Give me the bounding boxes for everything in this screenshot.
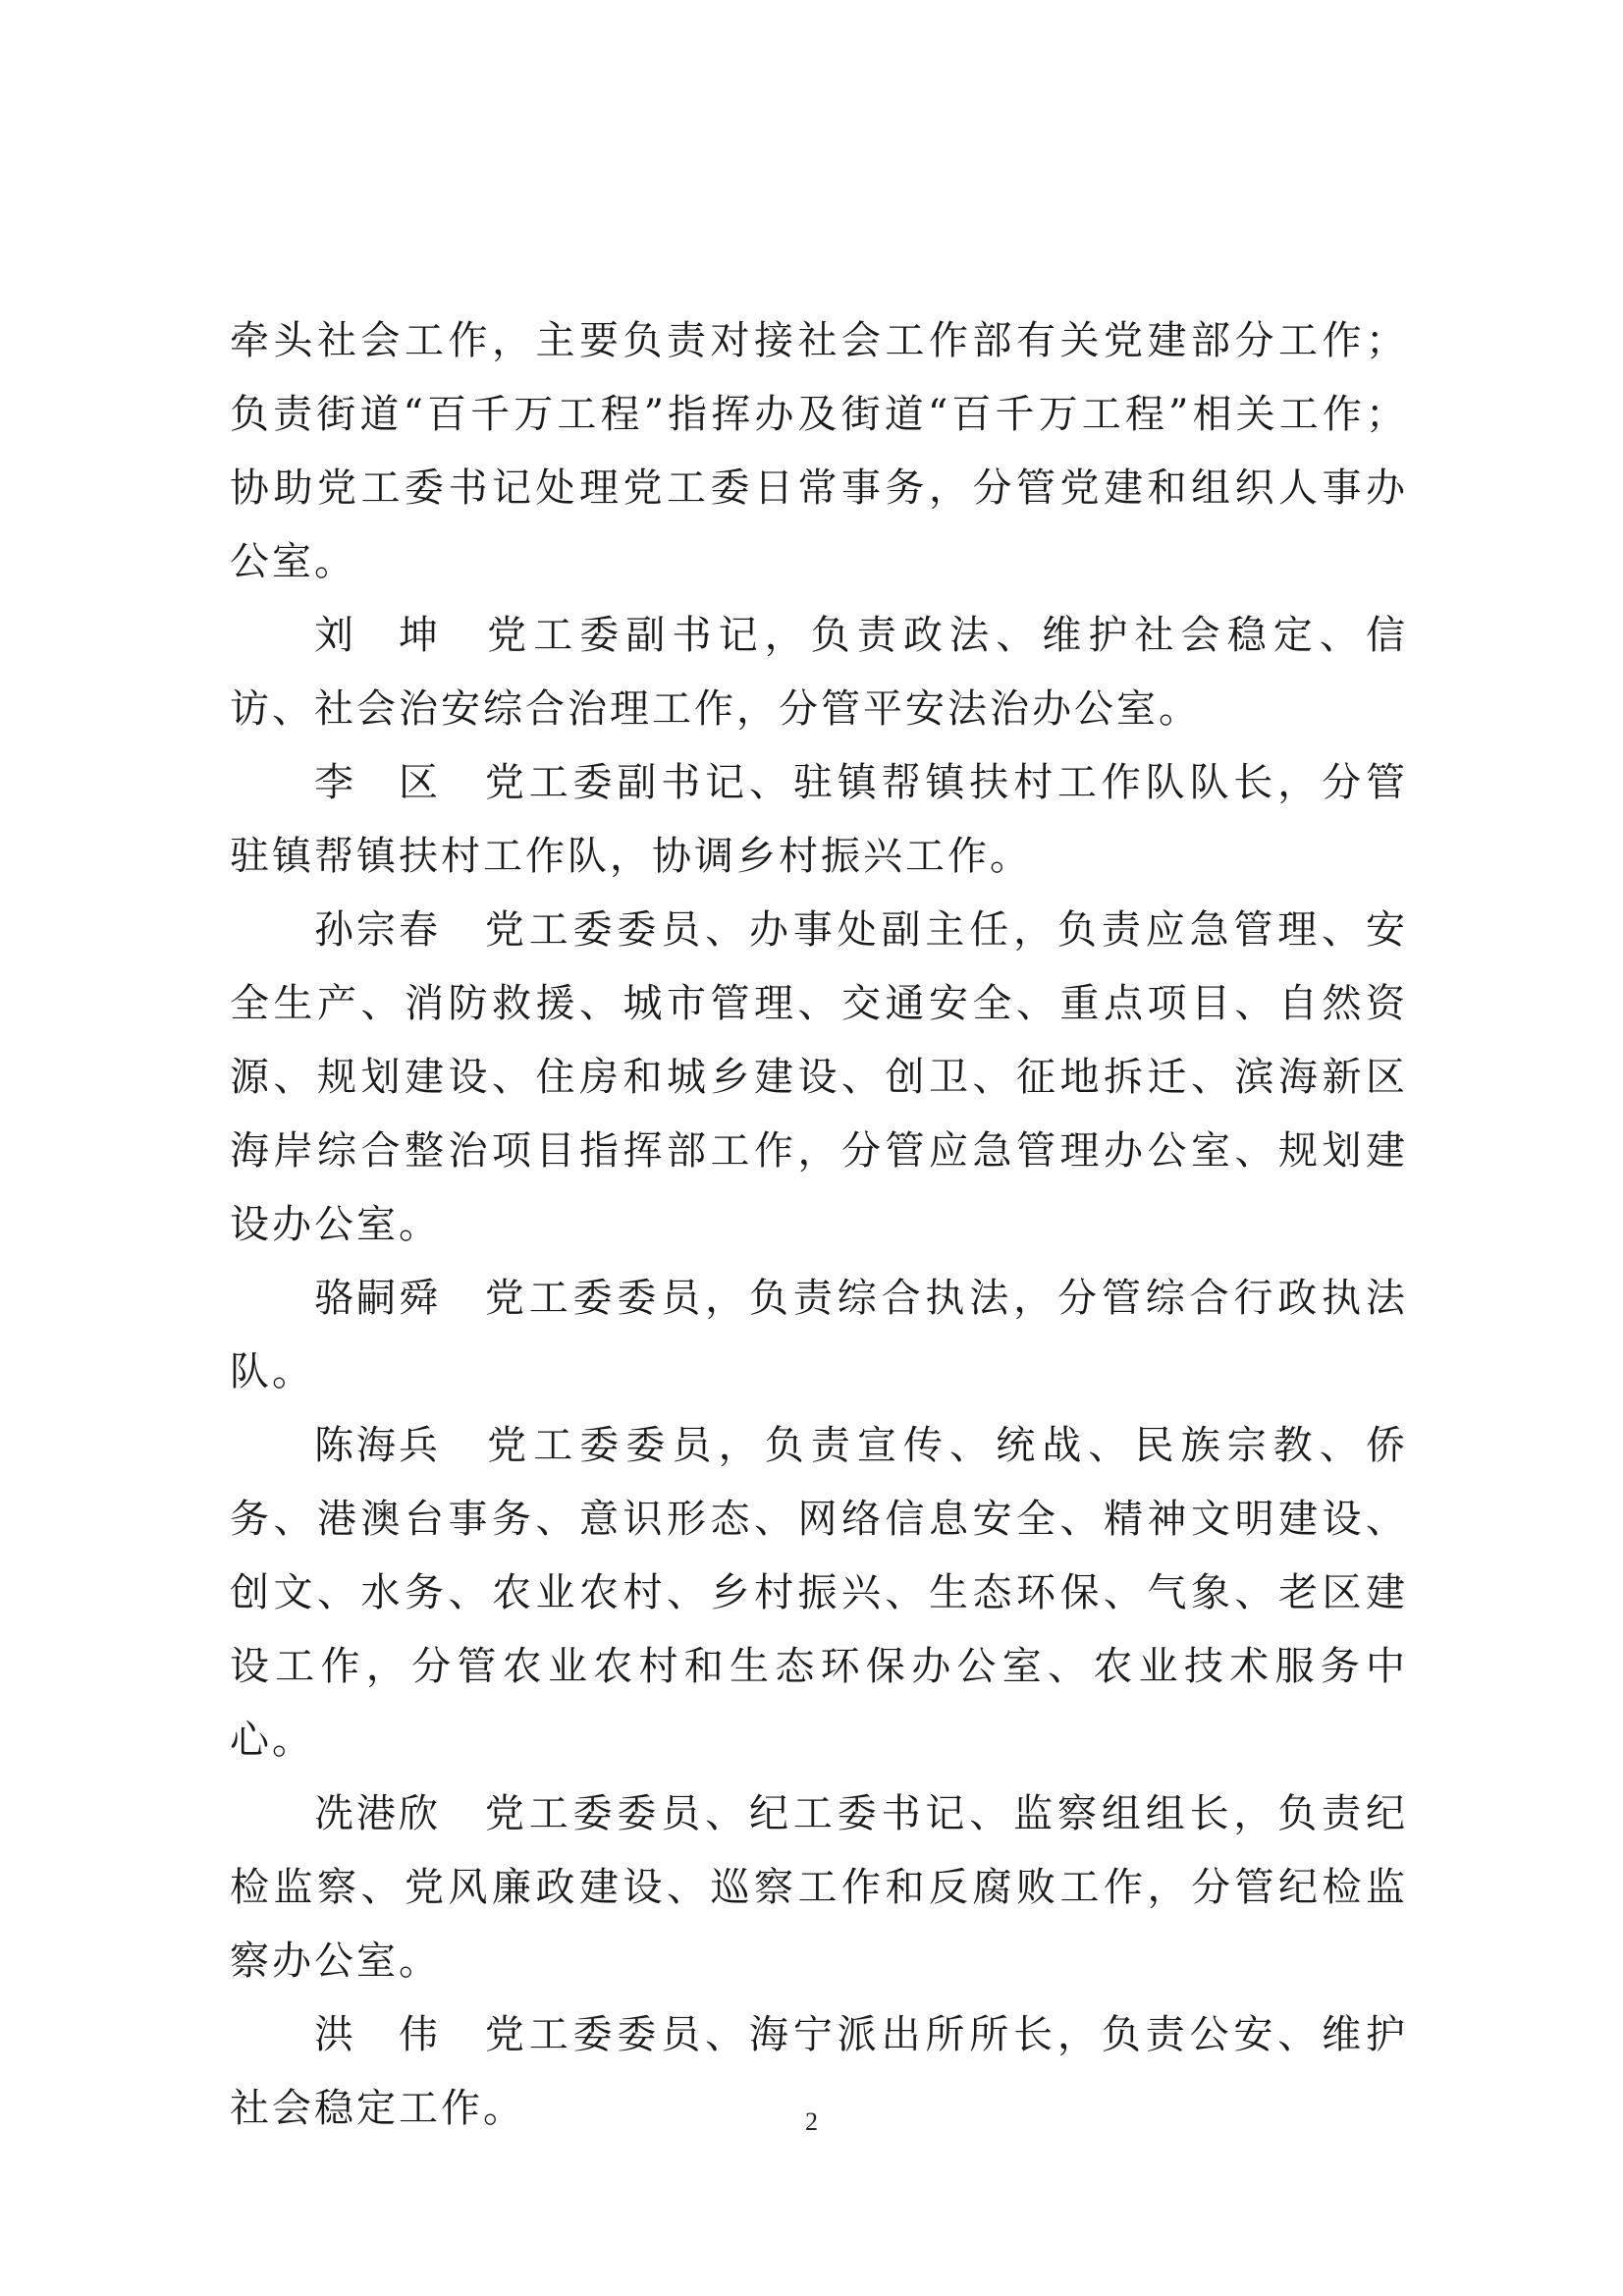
paragraph-text: 党工委委员，负责综合执法，分管综合行政执法队。 [230, 1276, 1408, 1394]
paragraph-text: 党工委委员、办事处副主任，负责应急管理、安全生产、消防救援、城市管理、交通安全、重点项目、自然资源、规划建设、住房和城乡建设、创卫、征地拆迁、滨海新区海岸综合整治项目指挥部工作，分管应急管理办公室、规划建设办公室。 [230, 907, 1408, 1247]
official-name: 骆嗣舜 [314, 1276, 441, 1321]
paragraph-text: 党工委委员、海宁派出所所长，负责公安、维护社会稳定工作。 [230, 2012, 1408, 2131]
paragraph-text: 牵头社会工作，主要负责对接社会工作部有关党建部分工作；负责街道“百千万工程”指挥办及街道“百千万工程”相关工作；协助党工委书记处理党工委日常事务，分管党建和组织人事办公室。 [230, 318, 1408, 584]
paragraph-text: 党工委副书记、驻镇帮镇扶村工作队队长，分管驻镇帮镇扶村工作队，协调乡村振兴工作。 [230, 760, 1408, 879]
paragraph-li-qu [230, 746, 1408, 894]
paragraph-continuation [230, 304, 1408, 599]
official-name: 孙宗春 [314, 907, 441, 953]
paragraph-text: 党工委委员，负责宣传、统战、民族宗教、侨务、港澳台事务、意识形态、网络信息安全、精神文明建设、创文、水务、农业农村、乡村振兴、生态环保、气象、老区建设工作，分管农业农村和生态环保办公室、农业技术服务中心。 [230, 1423, 1408, 1763]
paragraph-text: 党工委委员、纪工委书记、监察组组长，负责纪检监察、党风廉政建设、巡察工作和反腐败工作，分管纪检监察办公室。 [230, 1791, 1408, 1984]
paragraph-liu-kun [230, 599, 1408, 746]
official-name: 李 区 [314, 760, 441, 805]
paragraph-xian-gangxin [230, 1777, 1408, 1998]
paragraph-sun-zongchun [230, 894, 1408, 1262]
official-name: 刘 坤 [314, 613, 441, 658]
page-number: 2 [805, 2107, 818, 2136]
paragraph-chen-haibing [230, 1409, 1408, 1777]
official-name: 陈海兵 [314, 1423, 441, 1468]
official-name: 冼港欣 [314, 1791, 441, 1836]
paragraph-luo-sishun [230, 1262, 1408, 1409]
document-body [230, 304, 1408, 2146]
paragraph-text: 党工委副书记，负责政法、维护社会稳定、信访、社会治安综合治理工作，分管平安法治办公室。 [230, 613, 1408, 732]
official-name: 洪 伟 [314, 2012, 441, 2057]
